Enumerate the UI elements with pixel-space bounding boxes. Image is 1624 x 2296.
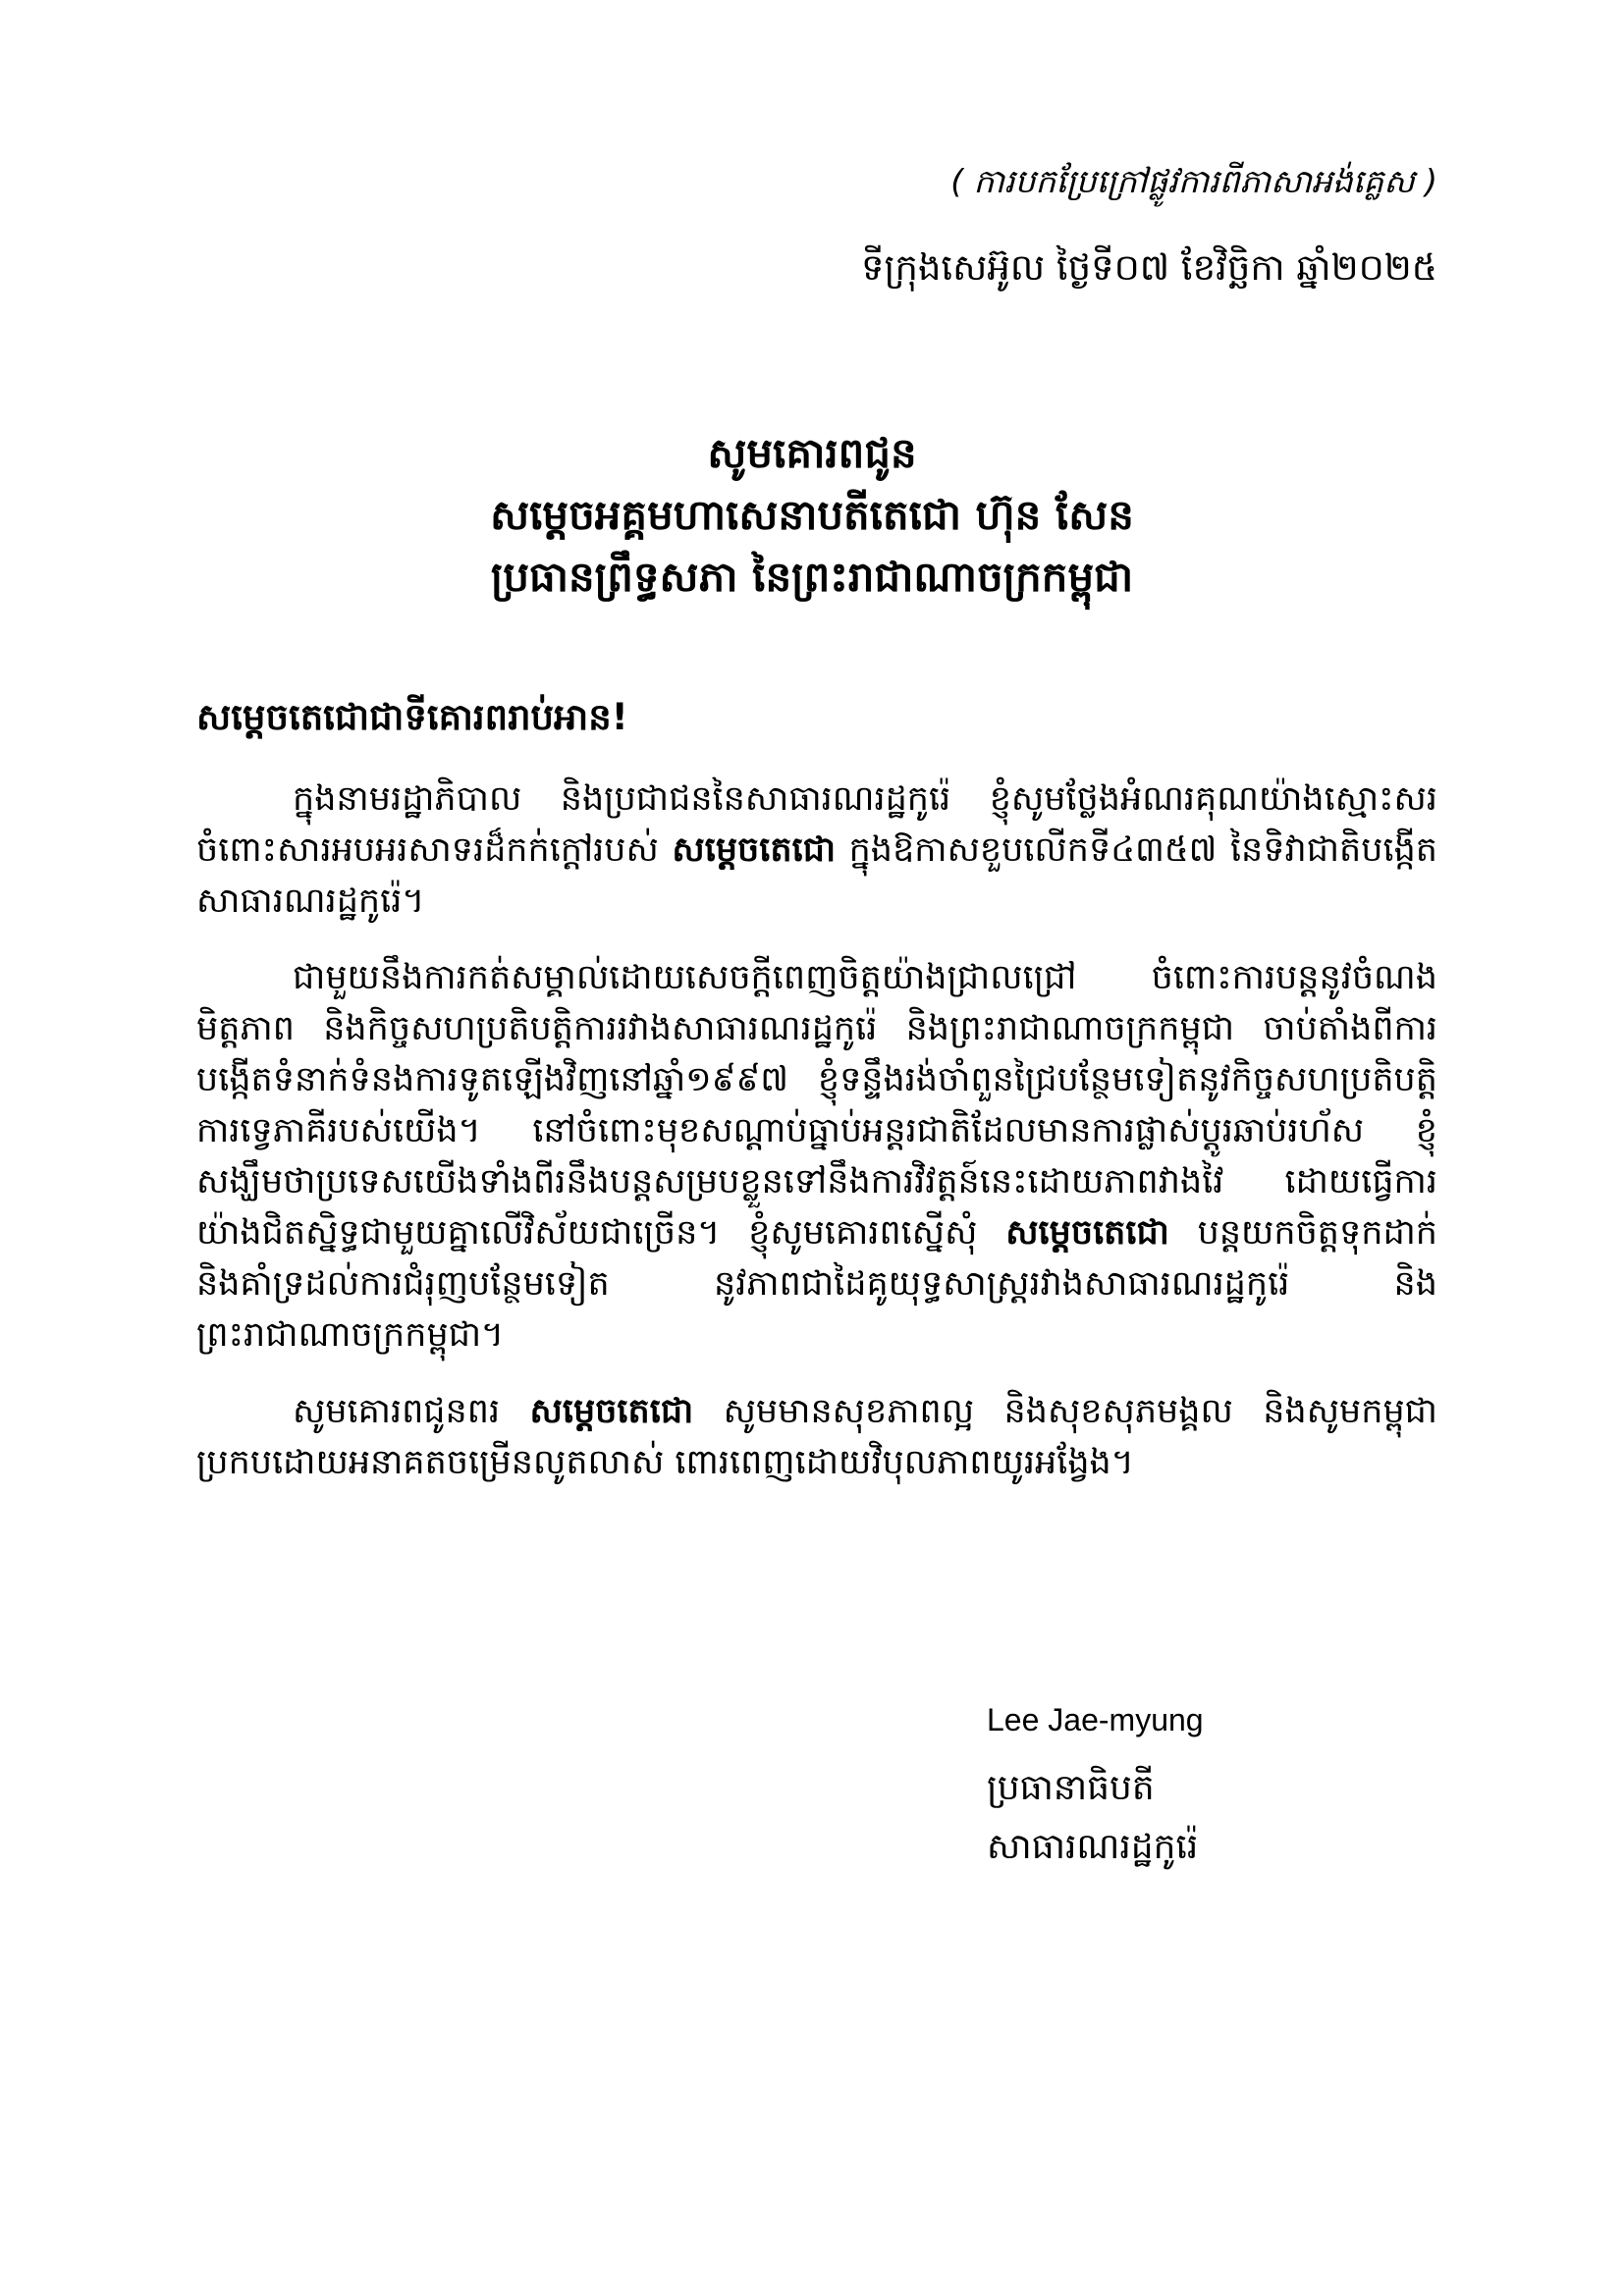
translation-note: ( ការបកប្រែក្រៅផ្លូវការពីភាសាអង់គ្លេស ) — [950, 162, 1437, 200]
signer-name: Lee Jae-myung — [987, 1702, 1204, 1737]
addressee-position: ប្រធានព្រឹទ្ធសភា នៃព្រះរាជាណាចក្រកម្ពុជា — [490, 553, 1134, 601]
paragraph-1-text-a: ក្នុងនាមរដ្ឋាភិបាល និងប្រជាជននៃសាធារណរដ្ឋកូរ៉េ ខ្ញុំសូមថ្លែងអំណរគុណយ៉ាងស្មោះសរ ចំពោះសារអបអរសាទរដ៏កក់ក្តៅរបស់ — [196, 779, 1437, 870]
paragraph-3-text-b: សូមមានសុខភាពល្អ និងសុខសុភមង្គល និងសូមកម្ពុជាប្រកបដោយអនាគតចម្រើនលូតលាស់ ពោរពេញដោយវិបុលភាពយូរអង្វែង។ — [196, 1392, 1437, 1482]
paragraph-1 — [196, 774, 1437, 927]
letter-body — [196, 774, 1437, 1514]
paragraph-1-text-b: ក្នុងឱកាសខួបលើកទី៤៣៥៧ នៃទិវាជាតិបង្កើតសាធារណរដ្ឋកូរ៉េ។ — [196, 830, 1437, 921]
addressee-greeting: សូមគោរពជូន — [707, 429, 917, 477]
paragraph-3-bold-name: សម្តេចតេជោ — [529, 1392, 694, 1431]
paragraph-3 — [196, 1386, 1437, 1488]
paragraph-1-bold-name: សម្តេចតេជោ — [672, 830, 837, 870]
paragraph-2-bold-name: សម្តេចតេជោ — [1005, 1213, 1169, 1253]
paragraph-3-text-a: សូមគោរពជូនពរ — [293, 1392, 530, 1431]
place-date: ទីក្រុងសេអ៊ូល ថ្ងៃទី០៧ ខែវិច្ឆិកា ឆ្នាំ២០២៥ — [860, 246, 1437, 289]
paragraph-2 — [196, 952, 1437, 1361]
salutation: សម្តេចតេជោជាទីគោរពរាប់អាន! — [196, 696, 628, 738]
paragraph-2-text-a: ជាមួយនឹងការកត់សម្គាល់ដោយសេចក្តីពេញចិត្តយ៉ាងជ្រាលជ្រៅ ចំពោះការបន្តនូវចំណងមិត្តភាព និងកិច្ចសហប្រតិបត្តិការរវាងសាធារណរដ្ឋកូរ៉េ និងព្រះរាជាណាចក្រកម្ពុជា ចាប់តាំងពីការបង្កើតទំនាក់ទំនងការទូតឡើងវិញនៅឆ្នាំ១៩៩៧ ខ្ញុំទន្ទឹងរង់ចាំពួនជ្រៃបន្ថែមទៀតនូវកិច្ចសហប្រតិបត្តិការទ្វេភាគីរបស់យើង។ នៅចំពោះមុខសណ្តាប់ធ្នាប់អន្តរជាតិដែលមានការផ្លាស់ប្តូរឆាប់រហ័ស ខ្ញុំសង្ឃឹមថាប្រទេសយើងទាំងពីរនឹងបន្តសម្របខ្លួនទៅនឹងការវិវត្តន៍នេះដោយភាពវាងវៃ ដោយធ្វើការ យ៉ាងជិតស្និទ្ធជាមួយគ្នាលើវិស័យជាច្រើន។ ខ្ញុំសូមគោរពស្នើសុំ — [196, 958, 1437, 1253]
paragraph-2-text-b: បន្តយកចិត្តទុកដាក់ និងគាំទ្រដល់ការជំរុញបន្ថែមទៀត នូវភាពជាដៃគូយុទ្ធសាស្ត្ររវាងសាធារណរដ្ឋកូរ៉េ និងព្រះរាជាណាចក្រកម្ពុជា។ — [196, 1213, 1437, 1355]
signer-country: សាធារណរដ្ឋកូរ៉េ — [987, 1827, 1199, 1867]
signer-title: ប្រធានាធិបតី — [987, 1768, 1155, 1808]
addressee-name: សម្តេចអគ្គមហាសេនាបតីតេជោ ហ៊ុន សែន — [490, 491, 1134, 539]
signature-block — [987, 1700, 1204, 1877]
addressee-block — [0, 422, 1624, 608]
